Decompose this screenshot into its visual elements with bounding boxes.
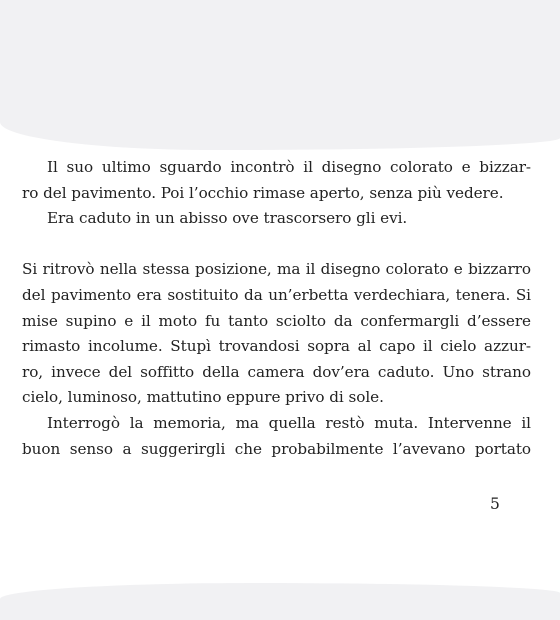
paragraph — [22, 257, 531, 411]
text-line: Si ritrovò nella stessa posizione, ma il disegno colorato e bizzarro — [22, 260, 531, 279]
paragraph — [22, 155, 531, 206]
text-line: del pavimento era sostituito da un’erbetta verdechiara, tenera. Si — [22, 285, 531, 304]
page-edge-shadow-bottom — [0, 583, 560, 620]
text-line: ro, invece del soffitto della camera dov’era caduto. Uno strano — [22, 362, 531, 381]
paragraph — [22, 411, 531, 462]
section-break — [22, 232, 531, 258]
text-line: ro del pavimento. Poi l’occhio rimase aperto, senza più vedere. — [22, 183, 504, 202]
text-line: Il suo ultimo sguardo incontrò il disegno colorato e bizzar- — [47, 158, 531, 176]
paragraph — [22, 206, 531, 232]
text-line: mise supino e il moto fu tanto sciolto da confermargli d’essere — [22, 311, 531, 330]
text-line: Interrogò la memoria, ma quella restò muta. Intervenne il — [47, 413, 531, 432]
text-line: buon senso a suggerirgli che probabilmente l’avevano portato — [22, 439, 531, 458]
page-edge-shadow-top — [0, 0, 560, 150]
text-line: Era caduto in un abisso ove trascorsero gli evi. — [47, 209, 408, 228]
book-page-text — [22, 155, 531, 462]
page-number: 5 — [490, 495, 500, 513]
text-line: cielo, luminoso, mattutino eppure privo di sole. — [22, 388, 384, 407]
text-line: rimasto incolume. Stupì trovandosi sopra al capo il cielo azzur- — [22, 337, 531, 356]
